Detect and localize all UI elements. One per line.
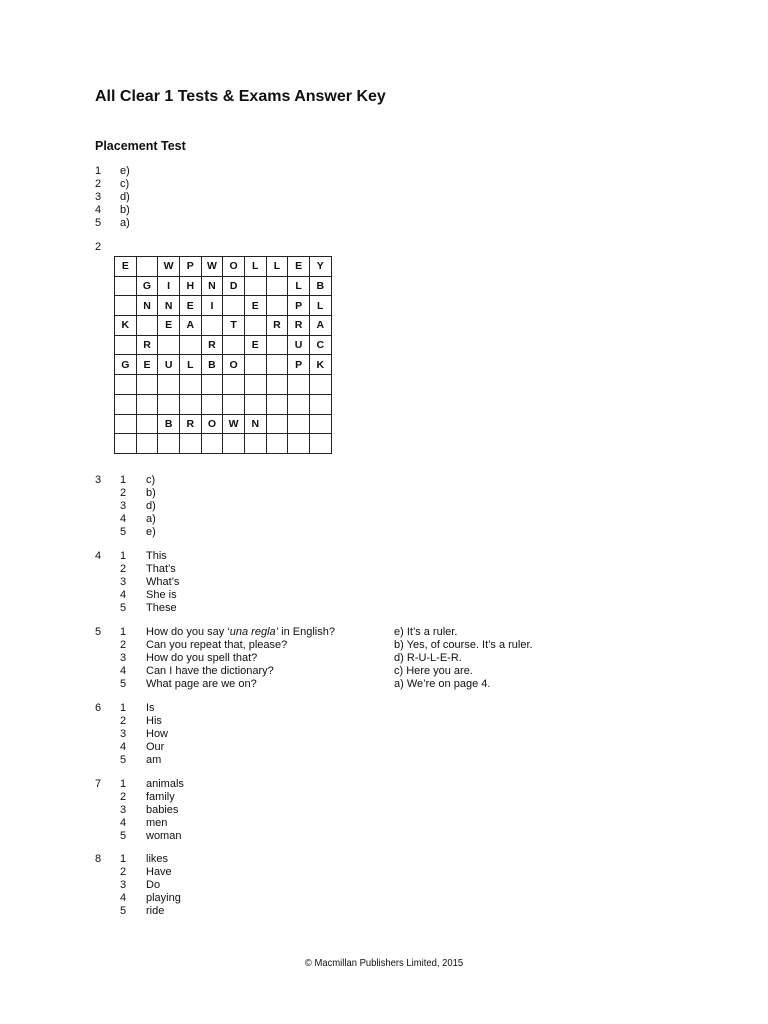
answer-row <box>95 905 394 918</box>
grid-cell: E <box>288 257 310 277</box>
question-6 <box>95 702 394 766</box>
grid-cell: G <box>136 276 158 296</box>
grid-cell <box>136 414 158 434</box>
item-number: 5 <box>120 601 127 614</box>
grid-cell <box>266 394 288 414</box>
grid-row <box>115 375 332 395</box>
item-answer: d) R-U-L-E-R. <box>394 651 462 664</box>
grid-cell: L <box>288 276 310 296</box>
item-answer: What’s <box>146 575 180 588</box>
item-number: 3 <box>95 190 102 203</box>
item-answer: am <box>146 753 162 766</box>
grid-cell: U <box>158 355 180 375</box>
item-answer: likes <box>146 853 169 865</box>
grid-row <box>115 335 332 355</box>
item-answer: a) <box>120 216 130 229</box>
grid-cell: O <box>223 257 245 277</box>
grid-cell <box>309 394 331 414</box>
grid-cell <box>244 394 266 414</box>
item-number: 5 <box>120 904 127 917</box>
item-number: 4 <box>120 512 127 525</box>
grid-cell <box>158 434 180 454</box>
answer-row <box>95 892 394 905</box>
item-answer: b) <box>120 203 130 216</box>
item-number: 1 <box>120 778 127 790</box>
grid-cell <box>266 414 288 434</box>
item-answer: b) <box>146 486 156 499</box>
grid-cell: N <box>158 296 180 316</box>
item-answer: ride <box>146 904 165 917</box>
grid-cell <box>266 296 288 316</box>
item-answer: Our <box>146 740 165 753</box>
item-answer: playing <box>146 891 181 904</box>
grid-row <box>115 394 332 414</box>
grid-cell <box>158 394 180 414</box>
grid-cell <box>266 335 288 355</box>
grid-cell <box>244 355 266 375</box>
item-answer: e) It’s a ruler. <box>394 626 458 638</box>
grid-cell: P <box>288 355 310 375</box>
grid-cell: L <box>309 296 331 316</box>
grid-cell <box>136 394 158 414</box>
grid-cell: T <box>223 316 245 336</box>
item-question: Can you repeat that, please? <box>146 638 288 651</box>
answer-row <box>95 879 394 892</box>
grid-cell <box>115 414 137 434</box>
answer-row <box>95 550 394 563</box>
answer-row <box>95 500 394 513</box>
answer-row <box>95 487 394 500</box>
grid-cell <box>158 375 180 395</box>
item-number: 4 <box>120 891 127 904</box>
item-answer: c) Here you are. <box>394 664 473 677</box>
copyright-footer: © Macmillan Publishers Limited, 2015 <box>304 957 464 969</box>
grid-cell <box>136 375 158 395</box>
question-number: 3 <box>95 474 102 486</box>
grid-cell <box>115 335 137 355</box>
item-answer: c) <box>146 474 156 486</box>
grid-cell <box>244 276 266 296</box>
answer-row <box>95 715 394 728</box>
answer-row <box>95 754 394 767</box>
item-answer: animals <box>146 778 184 790</box>
answer-row <box>95 589 394 602</box>
grid-cell <box>309 434 331 454</box>
item-question: What page are we on? <box>146 677 257 690</box>
grid-cell <box>244 434 266 454</box>
item-answer: These <box>146 601 177 614</box>
question-7 <box>95 778 394 842</box>
grid-cell <box>288 394 310 414</box>
item-answer: family <box>146 790 175 803</box>
item-number: 1 <box>120 702 127 714</box>
question-number: 7 <box>95 778 102 790</box>
grid-cell <box>223 296 245 316</box>
grid-cell <box>288 434 310 454</box>
answer-row <box>95 513 394 526</box>
item-number: 1 <box>120 853 127 865</box>
grid-cell: R <box>179 414 201 434</box>
item-answer: His <box>146 714 162 727</box>
question-number: 8 <box>95 853 102 865</box>
grid-row <box>115 414 332 434</box>
answer-row <box>95 217 130 230</box>
grid-cell <box>136 257 158 277</box>
grid-cell <box>136 434 158 454</box>
grid-cell <box>244 375 266 395</box>
answer-row <box>95 830 394 843</box>
italic-phrase: una regla’ <box>229 626 279 638</box>
answer-row <box>95 702 394 715</box>
grid-cell <box>115 276 137 296</box>
grid-cell <box>179 394 201 414</box>
word-search-grid <box>114 256 332 454</box>
item-answer: Have <box>146 865 172 878</box>
grid-cell <box>136 316 158 336</box>
grid-cell <box>115 375 137 395</box>
answer-row <box>95 778 394 791</box>
grid-row <box>115 434 332 454</box>
grid-cell <box>158 335 180 355</box>
grid-cell: L <box>244 257 266 277</box>
page-title: All Clear 1 Tests & Exams Answer Key <box>95 88 386 105</box>
grid-cell: L <box>179 355 201 375</box>
grid-cell: W <box>223 414 245 434</box>
grid-cell: P <box>179 257 201 277</box>
answer-row <box>95 576 394 589</box>
item-answer: c) <box>120 177 130 190</box>
grid-cell: E <box>158 316 180 336</box>
grid-cell: L <box>266 257 288 277</box>
answer-row <box>95 853 394 866</box>
grid-cell <box>288 414 310 434</box>
item-question: Can I have the dictionary? <box>146 664 274 677</box>
grid-cell <box>201 394 223 414</box>
item-answer: That’s <box>146 562 176 575</box>
grid-cell: N <box>201 276 223 296</box>
item-number: 2 <box>120 486 127 499</box>
grid-cell <box>266 276 288 296</box>
item-answer: a) <box>146 512 156 525</box>
answer-row <box>95 191 130 204</box>
item-answer: e) <box>146 525 156 538</box>
answer-row <box>95 178 130 191</box>
grid-cell <box>223 375 245 395</box>
item-answer: How <box>146 727 169 740</box>
grid-cell <box>201 316 223 336</box>
grid-cell: R <box>201 335 223 355</box>
grid-cell <box>179 434 201 454</box>
grid-cell: Y <box>309 257 331 277</box>
question-8 <box>95 853 394 917</box>
grid-cell <box>244 316 266 336</box>
item-number: 4 <box>120 816 127 829</box>
item-answer: e) <box>120 165 130 177</box>
item-answer: d) <box>120 190 130 203</box>
grid-cell: R <box>288 316 310 336</box>
grid-cell: D <box>223 276 245 296</box>
grid-cell: P <box>288 296 310 316</box>
grid-cell <box>309 414 331 434</box>
answer-row <box>95 165 130 178</box>
answer-row <box>95 866 394 879</box>
answer-row <box>95 804 394 817</box>
answer-row <box>95 639 533 652</box>
question-number: 6 <box>95 702 102 714</box>
grid-row <box>115 355 332 375</box>
item-number: 2 <box>120 638 127 651</box>
grid-cell: E <box>179 296 201 316</box>
grid-cell: G <box>115 355 137 375</box>
grid-cell: O <box>201 414 223 434</box>
item-number: 3 <box>120 878 127 891</box>
answer-row <box>95 652 533 665</box>
item-number: 2 <box>120 865 127 878</box>
grid-cell: A <box>309 316 331 336</box>
item-answer: woman <box>146 829 182 842</box>
grid-cell: I <box>158 276 180 296</box>
grid-cell: C <box>309 335 331 355</box>
item-answer: babies <box>146 803 179 816</box>
item-answer: This <box>146 550 167 562</box>
grid-cell: B <box>201 355 223 375</box>
grid-cell: A <box>179 316 201 336</box>
item-answer: Do <box>146 878 161 891</box>
answer-row <box>95 678 533 691</box>
item-number: 4 <box>120 740 127 753</box>
question-5 <box>95 626 533 690</box>
item-number: 1 <box>120 626 127 638</box>
item-number: 1 <box>95 165 102 177</box>
item-number: 5 <box>95 216 102 229</box>
grid-cell <box>115 296 137 316</box>
answer-row <box>95 602 394 615</box>
question-number: 5 <box>95 626 102 638</box>
item-answer: men <box>146 816 168 829</box>
grid-cell: I <box>201 296 223 316</box>
item-number: 1 <box>120 550 127 562</box>
item-number: 4 <box>95 203 102 216</box>
grid-cell: N <box>136 296 158 316</box>
item-question: How do you say ‘una regla’ in English? <box>146 626 335 638</box>
grid-cell <box>266 375 288 395</box>
grid-cell <box>223 434 245 454</box>
answer-row <box>95 728 394 741</box>
answer-row <box>95 741 394 754</box>
answer-row <box>95 204 130 217</box>
item-number: 2 <box>95 177 102 190</box>
grid-cell <box>179 335 201 355</box>
grid-cell: E <box>115 257 137 277</box>
item-number: 2 <box>120 714 127 727</box>
item-answer: a) We’re on page 4. <box>394 677 491 690</box>
grid-cell: K <box>115 316 137 336</box>
grid-cell <box>115 434 137 454</box>
item-number: 4 <box>120 664 127 677</box>
grid-cell <box>201 375 223 395</box>
grid-cell: N <box>244 414 266 434</box>
answer-row <box>95 665 533 678</box>
item-number: 1 <box>120 474 127 486</box>
item-number: 3 <box>120 575 127 588</box>
grid-cell: W <box>201 257 223 277</box>
item-number: 3 <box>120 499 127 512</box>
item-question: How do you spell that? <box>146 651 258 664</box>
section-title: Placement Test <box>95 139 186 153</box>
grid-cell <box>309 375 331 395</box>
grid-cell: B <box>309 276 331 296</box>
grid-cell <box>223 394 245 414</box>
item-number: 3 <box>120 803 127 816</box>
answer-row <box>95 526 394 539</box>
grid-cell: R <box>136 335 158 355</box>
item-number: 3 <box>120 727 127 740</box>
grid-cell: E <box>244 296 266 316</box>
item-number: 4 <box>120 588 127 601</box>
item-answer: d) <box>146 499 156 512</box>
grid-row <box>115 316 332 336</box>
grid-cell <box>179 375 201 395</box>
item-number: 2 <box>120 562 127 575</box>
answer-row <box>95 563 394 576</box>
item-answer: She is <box>146 588 177 601</box>
answer-row <box>95 474 394 487</box>
grid-cell <box>201 434 223 454</box>
question-4 <box>95 550 394 614</box>
grid-cell: E <box>136 355 158 375</box>
grid-cell <box>223 335 245 355</box>
grid-cell <box>266 434 288 454</box>
grid-cell: K <box>309 355 331 375</box>
grid-cell <box>115 394 137 414</box>
question-3 <box>95 474 394 538</box>
item-number: 5 <box>120 829 127 842</box>
grid-cell: U <box>288 335 310 355</box>
grid-cell: H <box>179 276 201 296</box>
question-1-answers <box>95 165 130 229</box>
answer-row <box>95 626 533 639</box>
item-answer: b) Yes, of course. It’s a ruler. <box>394 638 533 651</box>
item-number: 5 <box>120 677 127 690</box>
grid-row <box>115 276 332 296</box>
question-number: 4 <box>95 550 102 562</box>
grid-row <box>115 296 332 316</box>
item-answer: Is <box>146 702 155 714</box>
answer-row <box>95 817 394 830</box>
grid-cell: R <box>266 316 288 336</box>
grid-cell <box>266 355 288 375</box>
grid-cell: W <box>158 257 180 277</box>
grid-cell <box>288 375 310 395</box>
answer-row <box>95 791 394 804</box>
item-number: 3 <box>120 651 127 664</box>
item-number: 5 <box>120 525 127 538</box>
grid-cell: O <box>223 355 245 375</box>
item-number: 5 <box>120 753 127 766</box>
question-2-number: 2 <box>95 241 102 253</box>
item-number: 2 <box>120 790 127 803</box>
grid-cell: E <box>244 335 266 355</box>
grid-row <box>115 257 332 277</box>
grid-cell: B <box>158 414 180 434</box>
